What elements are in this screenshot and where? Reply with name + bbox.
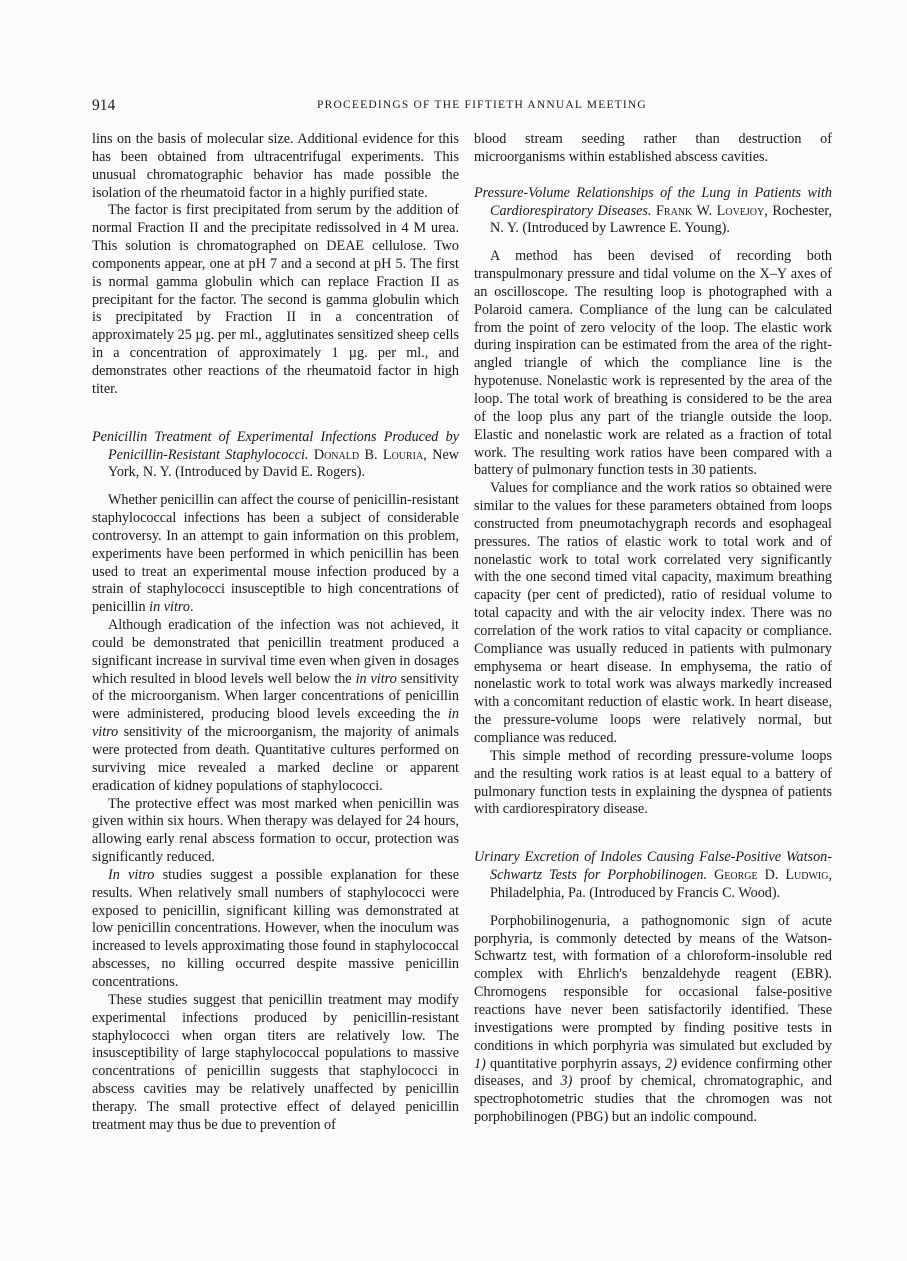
left-column xyxy=(92,131,459,1135)
paragraph: These studies suggest that penicillin treatment may modify experimental infections produced by penicillin-resistant staphylococci when organ titers are relatively low. The insusceptibility of large staphylococcal populations to massive concentrations of penicillin suggests that staphylococci in abscess cavities may be relatively unaffected by penicillin therapy. The small protective effect of delayed penicillin treatment may thus be due to prevention of xyxy=(92,991,459,1133)
author-name: George D. Ludwig, xyxy=(714,867,833,884)
paragraph: blood stream seeding rather than destruction of microorganisms within established abscess cavities. xyxy=(474,131,832,165)
author-affiliation: Rochester, N. Y. (Introduced by Lawrence E. Young). xyxy=(490,202,833,237)
abstract-heading xyxy=(92,429,459,483)
abstract-heading xyxy=(474,185,832,239)
abstract-title: Urinary Excretion of Indoles Causing False-Positive Watson-Schwartz Tests for Porphobilinogen. xyxy=(474,849,832,884)
paragraph: The factor is first precipitated from serum by the addition of normal Fraction II and the precipitate redissolved in 4 M urea. This solution is chromatographed on DEAE cellulose. Two components appear, one at pH 7 and a second at pH 5. The first is normal gamma globulin which can replace Fraction II as precipitant for the factor. The second is gamma globulin which is precipitated by Fraction II in a concentration of approximately 25 µg. per ml., agglutinates sensitized sheep cells in a concentration of approximately 1 µg. per ml., and demonstrates other reactions of the rheumatoid factor in high titer. xyxy=(92,202,459,397)
paragraph: Values for compliance and the work ratios so obtained were similar to the values for these parameters obtained from loops constructed from pneumotachygraph records and esophageal pressures. The ratios of elastic work to total work and of nonelastic work to total work correlated very significantly with the one second timed vital capacity, maximum breathing capacity (per cent of predicted), ratio of residual volume to total capacity and with the air velocity index. There was no correlation of the work ratios to vital capacity or compliance. Compliance was usually reduced in patients with pulmonary emphysema or heart disease. In emphysema, the ratio of nonelastic work to total work was always markedly increased with a concomitant reduction of elastic work. In heart disease, the pressure-volume loops were relatively normal, but compliance was reduced. xyxy=(474,480,832,746)
page-number: 914 xyxy=(92,97,116,114)
abstract-title: Pressure-Volume Relationships of the Lung in Patients with Cardiorespiratory Diseases. xyxy=(474,184,832,219)
paragraph: The protective effect was most marked when penicillin was given within six hours. When therapy was delayed for 24 hours, allowing early renal abscess formation to occur, protection was significantly reduced. xyxy=(92,795,459,866)
paragraph: Although eradication of the infection was not achieved, it could be demonstrated that penicillin treatment produced a significant increase in survival time even when given in dosages which resulted in blood levels well below the in vitro sensitivity of the microorganism. When larger concentrations of penicillin were administered, producing blood levels exceeding the in vitro sensitivity of the microorganism, the majority of animals were protected from death. Quantitative cultures performed on surviving mice revealed a marked decline or apparent eradication of kidney populations of staphylococci. xyxy=(92,617,460,794)
paragraph: This simple method of recording pressure-volume loops and the resulting work ratios is at least equal to a battery of pulmonary function tests in explaining the dyspnea of patients with cardiorespiratory disease. xyxy=(474,747,832,818)
paragraph: lins on the basis of molecular size. Additional evidence for this has been obtained from ultracentrifugal experiments. This unusual chromatographic behavior has made possible the isolation of the rheumatoid factor in a highly purified state. xyxy=(92,131,459,201)
page-header xyxy=(92,97,832,119)
paragraph: A method has been devised of recording both transpulmonary pressure and tidal volume on the X–Y axes of an oscilloscope. The resulting loop is photographed with a Polaroid camera. Compliance of the lung can be calculated from the point of zero velocity of the loop. The elastic work during inspiration can be estimated from the area of the right-angled triangle of which the compliance line is the hypotenuse. Nonelastic work is represented by the area of the loop. The total work of breathing is considered to be the area of the loop plus any part of the triangle outside the loop. Elastic and nonelastic work are related as a fraction of total work. The resulting work ratios have been compared with a battery of pulmonary function tests in 30 patients. xyxy=(474,248,832,479)
right-column xyxy=(474,131,832,1127)
paragraph: In vitro studies suggest a possible explanation for these results. When relatively small numbers of staphylococci were exposed to penicillin, significant killing was demonstrated at low penicillin concentrations. However, when the inoculum was increased to levels approximating those found in staphylococcal abscesses, no killing occurred despite massive penicillin concentrations. xyxy=(92,866,459,990)
author-name: Donald B. Louria, xyxy=(313,446,427,463)
paragraph: Porphobilinogenuria, a pathognomonic sign of acute porphyria, is commonly detected by means of the Watson-Schwartz test, with formation of a chloroform-insoluble red complex with Ehrlich's benzaldehyde reagent (EBR). Chromogens responsible for occasional false-positive reactions have never been satisfactorily identified. These investigations were prompted by finding positive tests in conditions in which porphyria was simulated but excluded by 1) quantitative porphyrin assays, 2) evidence confirming other diseases, and 3) proof by chemical, chromatographic, and spectrophotometric studies that the chromogen was not porphobilinogen (PBG) but an indolic compound. xyxy=(474,912,833,1126)
abstract-title: Penicillin Treatment of Experimental Infections Produced by Penicillin-Resistant Staphylococci. xyxy=(92,428,459,463)
author-affiliation: Philadelphia, Pa. (Introduced by Francis C. Wood). xyxy=(490,884,781,901)
author-name: Frank W. Lovejoy, xyxy=(656,202,768,219)
author-affiliation: New York, N. Y. (Introduced by David E. Rogers). xyxy=(108,446,459,481)
abstract-heading xyxy=(474,849,832,903)
running-head: PROCEEDINGS OF THE FIFTIETH ANNUAL MEETING xyxy=(317,99,647,111)
paragraph: Whether penicillin can affect the course of penicillin-resistant staphylococcal infections has been a subject of considerable controversy. In an attempt to gain information on this problem, experiments have been performed in which penicillin has been used to treat an experimental mouse infection produced by a strain of staphylococci insusceptible to high concentrations of penicillin in vitro. xyxy=(92,492,459,616)
